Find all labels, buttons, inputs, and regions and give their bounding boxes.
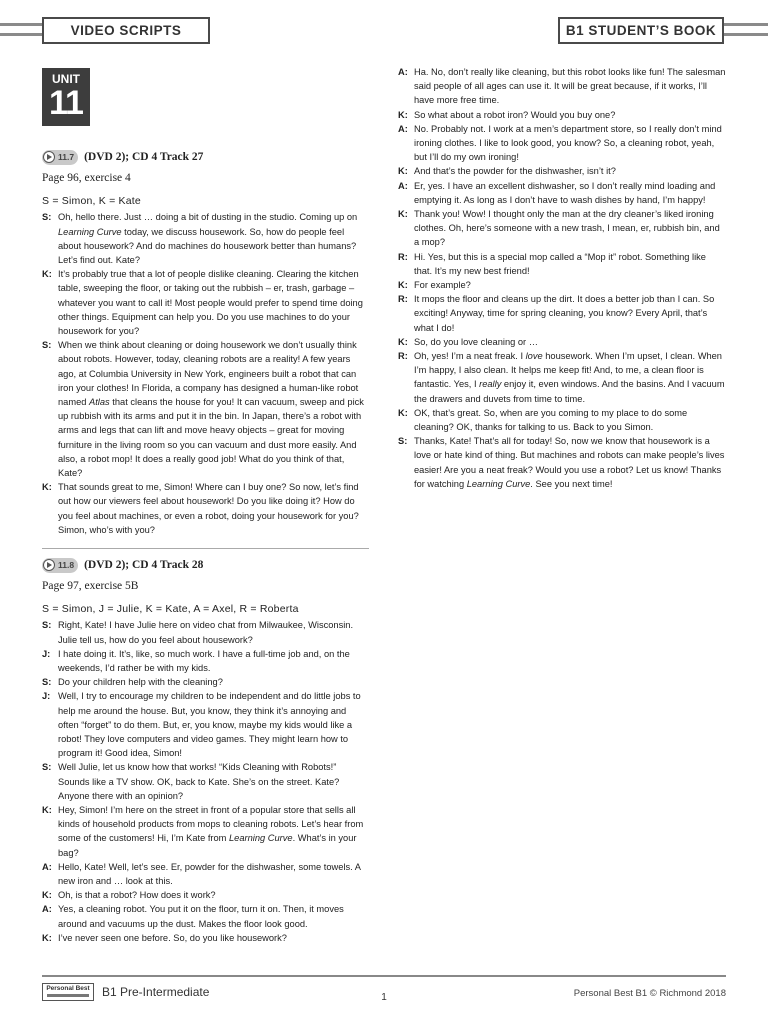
- section-divider: [42, 548, 369, 549]
- dialogue-text: So what about a robot iron? Would you buy one?: [414, 109, 616, 120]
- speaker-label: R:: [398, 351, 408, 362]
- section-11-7: [42, 149, 369, 537]
- dialogue-line: [398, 65, 726, 108]
- dialogue-text: Hi. Yes, but this is a special mop called a “Mop it” robot. Something like that. It’s my new best friend!: [414, 251, 706, 276]
- speaker-label: J:: [42, 648, 51, 659]
- track-header: [42, 557, 369, 573]
- speaker-label: S:: [42, 620, 52, 631]
- speaker-label: A:: [42, 904, 52, 915]
- section-11-8-continued: [398, 65, 726, 491]
- header-stripe-right: [724, 23, 768, 26]
- dialogue-line: [398, 278, 726, 292]
- dialogue-line: [42, 760, 369, 803]
- dialogue-line: [398, 122, 726, 165]
- dialogue-lines: [42, 618, 369, 945]
- footer-rule: [42, 975, 726, 977]
- speaker-label: J:: [42, 691, 51, 702]
- speaker-label: S:: [42, 212, 52, 223]
- dialogue-text: I hate doing it. It’s, like, so much work. I have a full-time job and, on the weekends, I’d rather be with my kids.: [58, 648, 350, 674]
- dialogue-line: [42, 888, 369, 902]
- dialogue-text: Well, I try to encourage my children to be independent and do little jobs to help me around the house. But, you know, they think it’s annoying and often “forget” to do them. But, er, you know, maybe my kids would like a robot! They love computers and video games. They might learn how to program it! Good idea, Simon!: [58, 691, 361, 759]
- dialogue-text: It’s probably true that a lot of people dislike cleaning. Clearing the kitchen table, sweeping the floor, or taking out the rubbish – er, trash, garbage – whatever you want to call it! Most people would prefer to spend time doing other things. Equipment can help you. Do you use machines to do your housework for you?: [58, 269, 363, 337]
- dialogue-text: Oh, hello there. Just … doing a bit of dusting in the studio. Coming up on Learning Curve today, we discuss housework. So, how do people feel about housework? And do machines do housework better than humans? Let’s find out. Kate?: [58, 212, 358, 266]
- speaker-key: S = Simon, J = Julie, K = Kate, A = Axel, R = Roberta: [42, 603, 299, 616]
- unit-badge: [42, 68, 90, 126]
- dialogue-text: No. Probably not. I work at a men’s department store, so I really don’t mind ironing clothes. I like to look good, you know? So, a cleaning robot, yeah, but I’ll do my own ironing!: [414, 123, 722, 163]
- speaker-label: R:: [398, 251, 408, 262]
- speaker-label: K:: [398, 407, 408, 418]
- speaker-label: K:: [42, 932, 52, 943]
- dialogue-line: [398, 164, 726, 178]
- header-video-scripts: [42, 17, 210, 44]
- dialogue-text: Yes, a cleaning robot. You put it on the floor, turn it on. Then, it moves around and vacuums up the dust. Makes the floor look good.: [58, 904, 344, 929]
- header-left-title: VIDEO SCRIPTS: [70, 23, 182, 38]
- speaker-key: S = Simon, K = Kate: [42, 195, 141, 208]
- track-number: 11.7: [58, 151, 75, 162]
- dialogue-text: For example?: [414, 280, 471, 291]
- dialogue-line: [398, 179, 726, 207]
- dialogue-line: [42, 860, 369, 888]
- track-header: [42, 149, 369, 165]
- speaker-label: K:: [42, 890, 52, 901]
- dialogue-line: [42, 267, 369, 338]
- speaker-label: K:: [42, 482, 52, 493]
- dialogue-line: [42, 675, 369, 689]
- header-students-book: [558, 17, 724, 44]
- dialogue-line: [42, 210, 369, 267]
- speaker-label: A:: [42, 861, 52, 872]
- track-title: (DVD 2); CD 4 Track 27: [84, 150, 204, 163]
- speaker-label: R:: [398, 294, 408, 305]
- dialogue-text: I’ve never seen one before. So, do you like housework?: [58, 932, 287, 943]
- dialogue-text: Thank you! Wow! I thought only the man at the dry cleaner’s liked ironing clothes. Oh, here’s someone with a new trash, I mean, er, rubbish bin, and a mop?: [414, 209, 720, 248]
- dialogue-text: Oh, is that a robot? How does it work?: [58, 890, 216, 901]
- dialogue-line: [398, 207, 726, 250]
- logo-text: Personal Best: [46, 985, 90, 992]
- play-icon: [43, 151, 55, 163]
- speaker-label: K:: [42, 805, 52, 816]
- track-title: (DVD 2); CD 4 Track 28: [84, 558, 204, 571]
- speaker-label: S:: [42, 762, 52, 773]
- speaker-label: K:: [398, 209, 408, 220]
- dialogue-line: [42, 338, 369, 480]
- unit-label: UNIT: [52, 72, 80, 86]
- dialogue-text: Ha. No, don’t really like cleaning, but this robot looks like fun! The salesman said people of all ages can use it. It will be great because, if it works, I’ll have more free time.: [414, 67, 726, 106]
- dialogue-text: Thanks, Kate! That’s all for today! So, now we know that housework is a love or hate kind of thing. But machines and robots can make people’s lives easier! Are you a neat freak? Would you use a robot? Let us know! Thanks for watching Learning Curve. See you next time!: [414, 436, 725, 489]
- page-reference: Page 97, exercise 5B: [42, 580, 139, 592]
- dialogue-text: It mops the floor and cleans up the dirt. It does a better job than I can. So exciting! Anyway, time for spring cleaning, you know? Every April, that’s what I do!: [414, 294, 715, 333]
- dialogue-text: So, do you love cleaning or …: [414, 336, 539, 347]
- dialogue-text: And that’s the powder for the dishwasher, isn’t it?: [414, 166, 616, 177]
- speaker-label: K:: [42, 269, 52, 280]
- dialogue-line: [42, 689, 369, 760]
- dialogue-text: Do your children help with the cleaning?: [58, 677, 223, 688]
- header-right-title: B1 STUDENT’S BOOK: [565, 23, 717, 38]
- header-stripe-right-2: [724, 33, 768, 36]
- dialogue-line: [398, 250, 726, 278]
- dialogue-text: That sounds great to me, Simon! Where can I buy one? So now, let’s find out how our viewers feel about housework! Do you like doing it? How do you feel about machines, or even a robot, doing your housework for you? Simon, who’s with you?: [58, 482, 359, 535]
- speaker-label: S:: [42, 677, 52, 688]
- dialogue-line: [398, 292, 726, 335]
- dialogue-text: Oh, yes! I’m a neat freak. I love housework. When I’m upset, I clean. When I’m happy, I also clean. It helps me keep fit! And, to me, a clean floor is fantastic. Yes, I really enjoy it, even windows. And the basins. And I vacuum the drawers and duvets from time to time.: [414, 351, 725, 404]
- unit-number: 11: [49, 84, 83, 122]
- page-number: 1: [381, 992, 387, 1003]
- dialogue-line: [398, 434, 726, 491]
- dialogue-text: OK, that’s great. So, when are you coming to my place to do some cleaning? OK, thanks for talking to us. Back to you Simon.: [414, 407, 688, 433]
- audio-play-button[interactable]: [42, 558, 78, 573]
- dialogue-line: [398, 406, 726, 434]
- dialogue-text: Er, yes. I have an excellent dishwasher, so I don’t really mind loading and emptying it. As long as I don’t have to wash dishes by hand, I’m happy!: [414, 180, 716, 205]
- footer-level: B1 Pre-Intermediate: [102, 985, 210, 999]
- speaker-label: S:: [398, 436, 408, 447]
- speaker-label: K:: [398, 109, 408, 120]
- dialogue-text: Hey, Simon! I’m here on the street in front of a popular store that sells all kinds of household products from mops to cleaning robots. Let’s hear from some of the customers! Hi, I’m Kate from Learning Curve. What’s in your bag?: [58, 805, 364, 858]
- dialogue-line: [42, 902, 369, 930]
- dialogue-text: When we think about cleaning or doing housework we don’t usually think about robots. However, today, cleaning robots are a reality! A few years ago, at Columbia University in New York, engineers built a robot that can iron your clothes! In Florida, a company has designed a human-like robot named Atlas that cleans the house for you! It can vacuum, sweep and pick up rubbish with its arms and put it in the bin. In Japan, there’s a robot with arms and legs that can lift and move heavy objects – great for moving furniture in the living room so you can vacuum and dust more easily. And also, a robot mop! It does a really good job! What do you think of that, Kate?: [58, 340, 364, 479]
- speaker-label: K:: [398, 336, 408, 347]
- speaker-label: A:: [398, 180, 408, 191]
- speaker-label: S:: [42, 340, 52, 351]
- dialogue-lines: [42, 210, 369, 537]
- footer-copyright: Personal Best B1 © Richmond 2018: [573, 988, 726, 999]
- personal-best-logo: [42, 983, 94, 1001]
- section-11-8: [42, 557, 369, 945]
- speaker-label: K:: [398, 280, 408, 291]
- dialogue-line: [398, 335, 726, 349]
- dialogue-lines: [398, 65, 726, 491]
- dialogue-text: Hello, Kate! Well, let’s see. Er, powder for the dishwasher, some towels. A new iron and … look at this.: [58, 861, 361, 887]
- speaker-label: A:: [398, 123, 408, 134]
- header-stripe-left-2: [0, 33, 42, 36]
- audio-play-button[interactable]: [42, 150, 78, 165]
- dialogue-line: [42, 931, 369, 945]
- page-reference: Page 96, exercise 4: [42, 172, 131, 184]
- track-number: 11.8: [58, 559, 75, 570]
- dialogue-line: [398, 108, 726, 122]
- dialogue-line: [398, 349, 726, 406]
- dialogue-line: [42, 803, 369, 860]
- speaker-label: K:: [398, 166, 408, 177]
- play-icon: [43, 559, 55, 571]
- dialogue-line: [42, 618, 369, 646]
- dialogue-text: Well Julie, let us know how that works! “Kids Cleaning with Robots!” Sounds like a TV show. OK, back to Kate. She’s on the street. Kate? Anyone there with an opinion?: [58, 762, 340, 801]
- header-stripe-left: [0, 23, 42, 26]
- dialogue-line: [42, 647, 369, 675]
- dialogue-line: [42, 480, 369, 537]
- dialogue-text: Right, Kate! I have Julie here on video chat from Milwaukee, Wisconsin. Julie tell us, how do you feel about housework?: [58, 620, 354, 645]
- speaker-label: A:: [398, 67, 408, 77]
